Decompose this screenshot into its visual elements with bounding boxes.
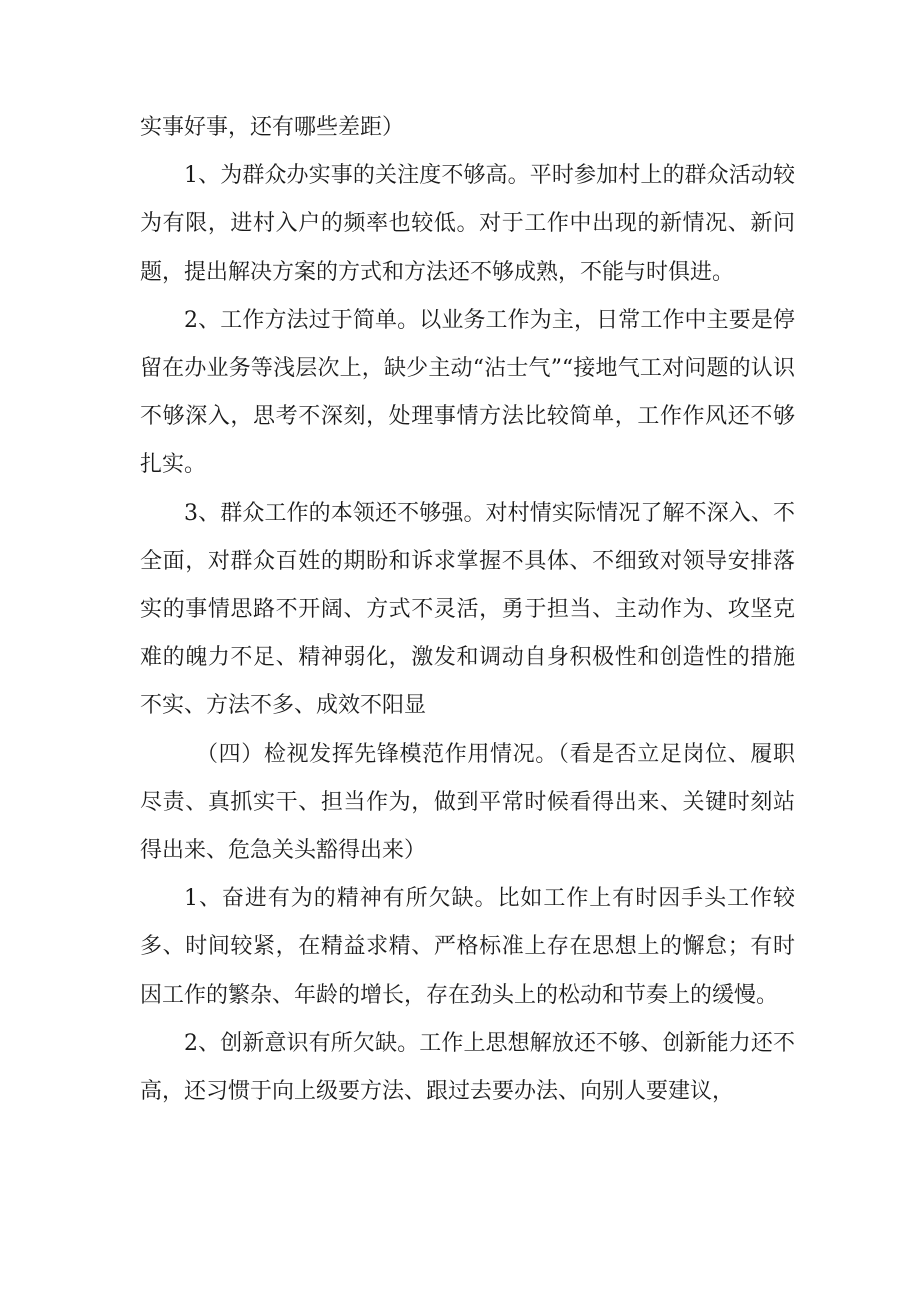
document-body bbox=[140, 104, 795, 1116]
section-heading-4: （四）检视发挥先锋模范作用情况。（看是否立足岗位、履职尽责、真抓实干、担当作为，做到平常时候看得出来、关键时刻站得出来、危急关头豁得出来） bbox=[140, 741, 795, 864]
paragraph-item-1: 1、为群众办实事的关注度不够高。平时参加村上的群众活动较为有限，进村入户的频率也较低。对于工作中出现的新情况、新问题，提出解决方案的方式和方法还不够成熟，不能与时俱进。 bbox=[140, 163, 795, 285]
paragraph-item-2: 2、工作方法过于简单。以业务工作为主，日常工作中主要是停留在办业务等浅层次上，缺少主动“沾士气”“接地气工对问题的认识不够深入，思考不深刻，处理事情方法比较简单，工作作风还不够扎实。 bbox=[140, 307, 795, 478]
paragraph-section4-item-1: 1、奋进有为的精神有所欠缺。比如工作上有时因手头工作较多、时间较紧，在精益求精、严格标准上存在思想上的懈怠；有时因工作的繁杂、年龄的增长，存在劲头上的松动和节奏上的缓慢。 bbox=[140, 886, 795, 1008]
paragraph-section4-item-2: 2、创新意识有所欠缺。工作上思想解放还不够、创新能力还不高，还习惯于向上级要方法、跟过去要办法、向别人要建议， bbox=[140, 1030, 795, 1105]
paragraph-continuation: 实事好事，还有哪些差距） bbox=[140, 115, 405, 140]
paragraph-item-3: 3、群众工作的本领还不够强。对村情实际情况了解不深入、不全面，对群众百姓的期盼和诉求掌握不具体、不细致对领导安排落实的事情思路不开阔、方式不灵活，勇于担当、主动作为、攻坚克难的魄力不足、精神弱化，激发和调动自身积极性和创造性的措施不实、方法不多、成效不阳显 bbox=[140, 500, 795, 719]
